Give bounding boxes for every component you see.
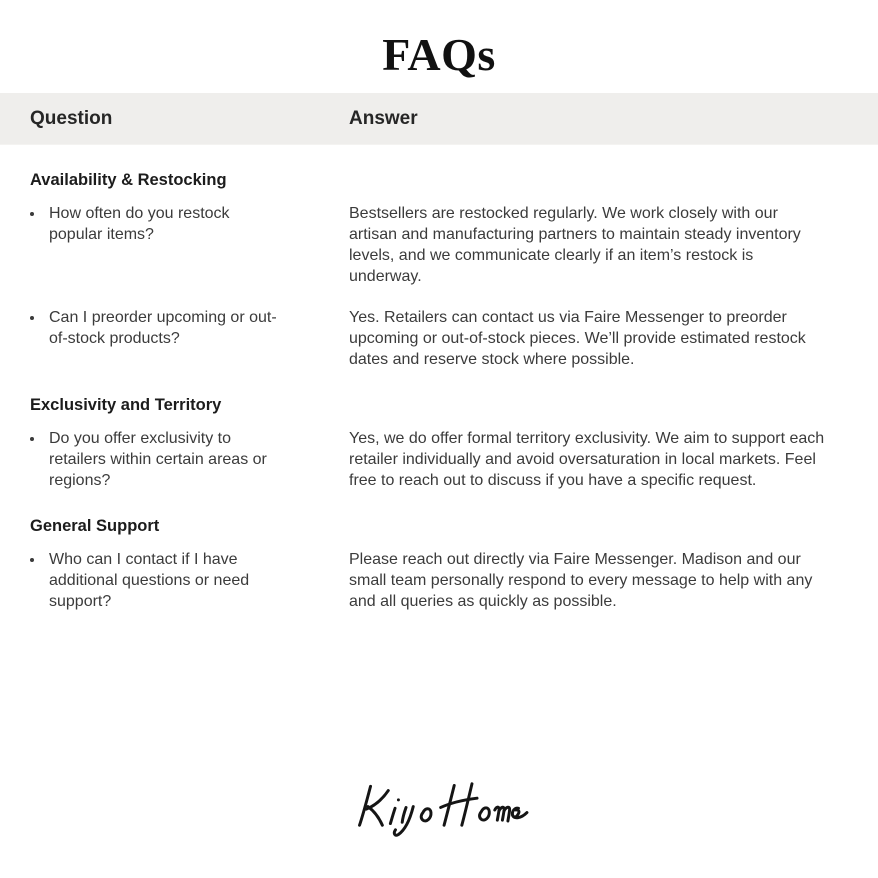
brand-signature-image [346, 780, 532, 840]
question-cell [30, 203, 349, 287]
page-footer [0, 780, 878, 845]
question-cell [30, 549, 349, 612]
answer-column-header: Answer [349, 107, 418, 129]
question-cell [30, 307, 349, 370]
faq-section [0, 396, 878, 491]
question-text: • How often do you restock popular items? [45, 203, 283, 245]
table-header-row [0, 93, 878, 145]
question-column-header: Question [30, 107, 113, 129]
section-heading: General Support [30, 517, 160, 535]
answer-text: Yes, we do offer formal territory exclusivity. We aim to support each retailer individually and avoid oversaturation in local markets. Feel free to reach out to discuss if you have a specific request. [349, 430, 825, 489]
question-list [30, 428, 349, 491]
faq-section [0, 517, 878, 612]
answer-text: Bestsellers are restocked regularly. We work closely with our artisan and manufacturing partners to maintain steady inventory levels, and we communicate clearly if an item’s restock is underway. [349, 205, 801, 285]
question-list [30, 307, 349, 349]
faq-row [0, 549, 878, 612]
faq-row [0, 203, 878, 287]
faq-section [0, 171, 878, 370]
question-text: • Do you offer exclusivity to retailers within certain areas or regions? [45, 428, 283, 491]
faq-row [0, 428, 878, 491]
question-cell [30, 428, 349, 491]
section-heading: Availability & Restocking [30, 171, 227, 189]
brand-signature [346, 780, 532, 845]
page-title: FAQs [382, 29, 496, 80]
faq-body [0, 171, 878, 612]
question-list [30, 203, 349, 245]
question-text: • Who can I contact if I have additional questions or need support? [45, 549, 283, 612]
question-text: • Can I preorder upcoming or out-of-stock products? [45, 307, 283, 349]
answer-text: Yes. Retailers can contact us via Faire Messenger to preorder upcoming or out-of-stock pieces. We’ll provide estimated restock dates and reserve stock where possible. [349, 309, 806, 368]
faq-row [0, 307, 878, 370]
question-list [30, 549, 349, 612]
brand-signature-text [532, 780, 533, 781]
answer-text: Please reach out directly via Faire Messenger. Madison and our small team personally respond to every message to help with any and all queries as quickly as possible. [349, 551, 813, 610]
section-heading: Exclusivity and Territory [30, 396, 222, 414]
